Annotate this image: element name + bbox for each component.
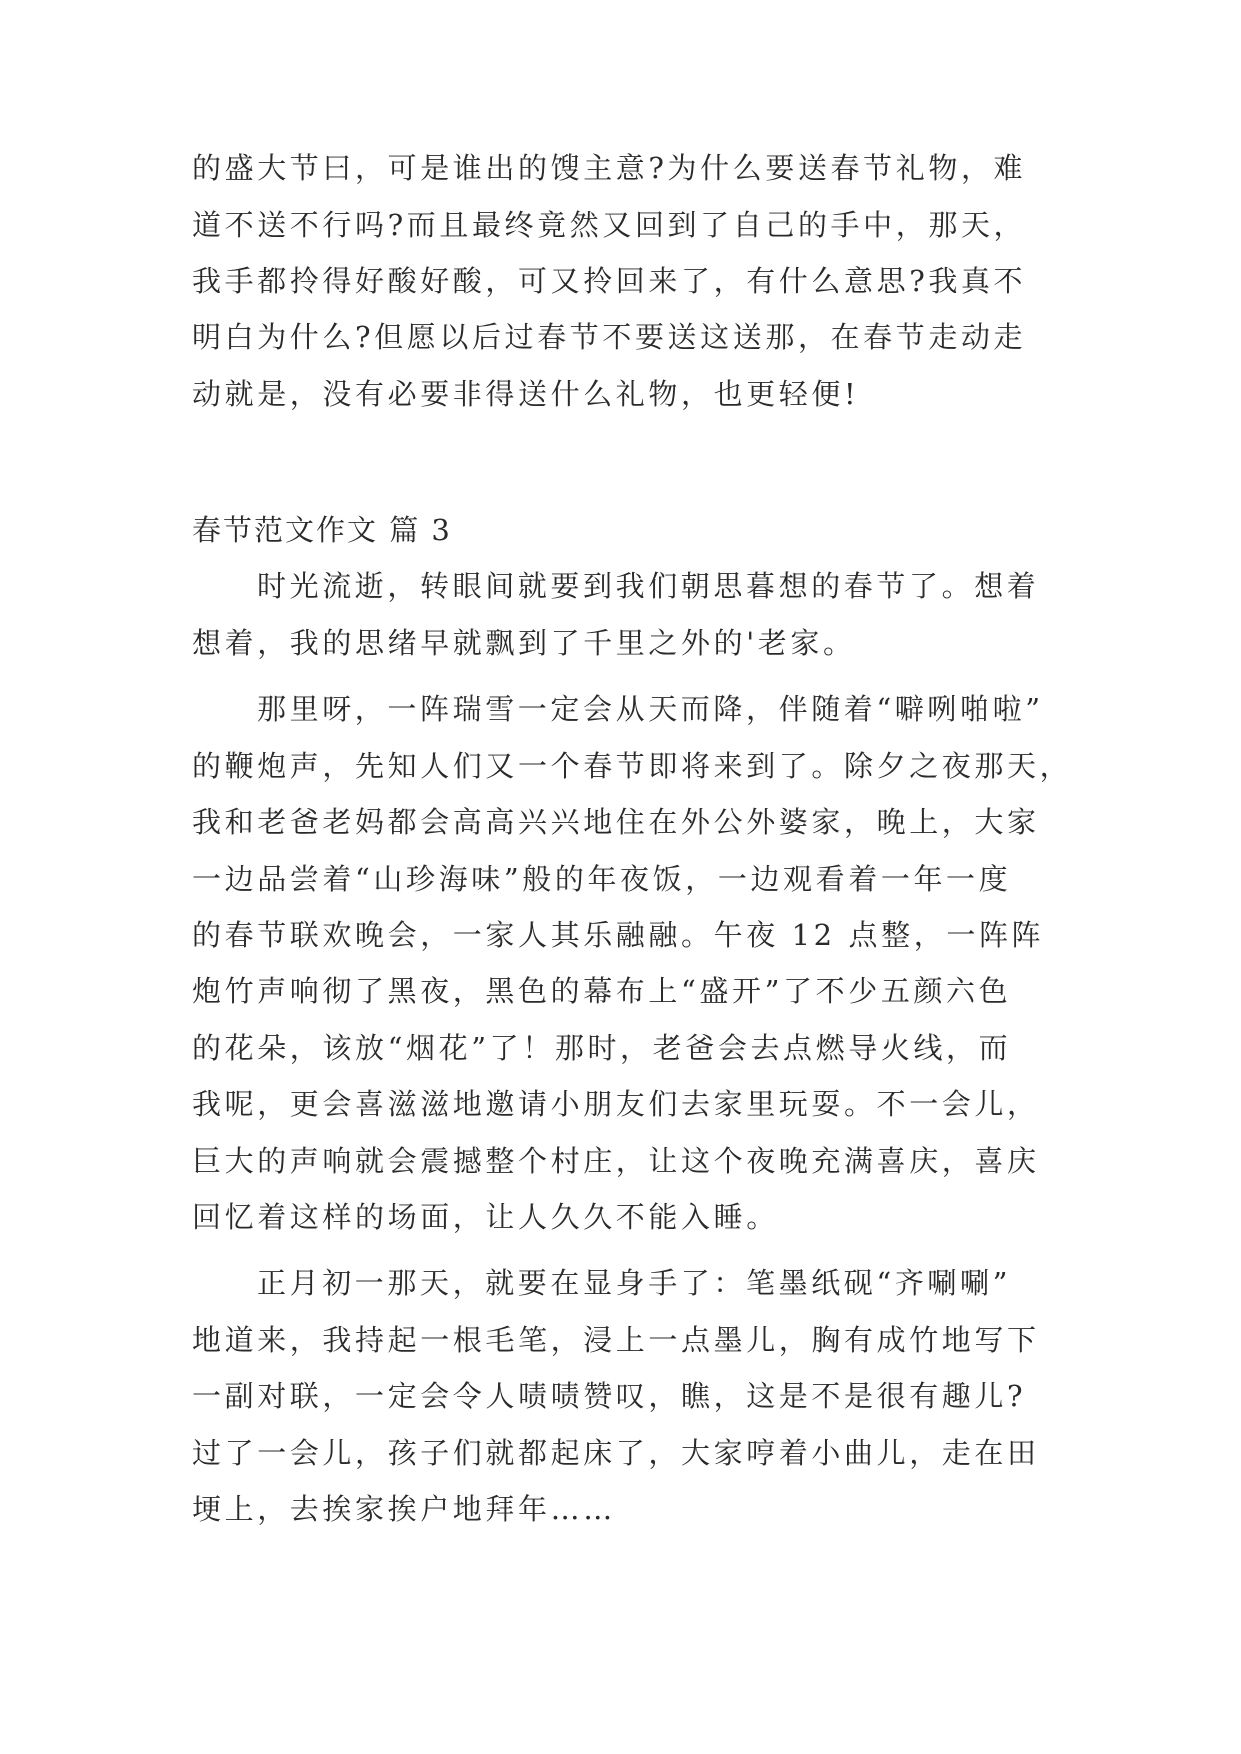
text-line: 过了一会儿，孩子们就都起床了，大家哼着小曲儿，走在田 bbox=[192, 1436, 1040, 1470]
text-line: 我手都拎得好酸好酸，可又拎回来了，有什么意思?我真不 bbox=[192, 264, 1027, 298]
text-line: 的春节联欢晚会，一家人其乐融融。午夜 12 点整，一阵阵 bbox=[192, 918, 1045, 952]
text-line: 一副对联，一定会令人啧啧赞叹，瞧，这是不是很有趣儿? bbox=[192, 1379, 1027, 1413]
text-line: 巨大的声响就会震撼整个村庄，让这个夜晚充满喜庆，喜庆 bbox=[192, 1144, 1040, 1178]
text-line: 埂上，去挨家挨户地拜年…… bbox=[192, 1492, 616, 1526]
text-line: 的鞭炮声，先知人们又一个春节即将来到了。除夕之夜那天， bbox=[192, 749, 1073, 783]
text-line: 的花朵，该放“烟花”了！那时，老爸会去点燃导火线，而 bbox=[192, 1031, 1012, 1065]
text-line: 我呢，更会喜滋滋地邀请小朋友们去家里玩耍。不一会儿， bbox=[192, 1087, 1040, 1121]
text-line: 炮竹声响彻了黑夜，黑色的幕布上“盛开”了不少五颜六色 bbox=[192, 974, 1012, 1008]
section-title: 春节范文作文 篇 3 bbox=[192, 513, 452, 547]
text-line: 明白为什么?但愿以后过春节不要送这送那，在春节走动走 bbox=[192, 320, 1027, 354]
text-line: 的盛大节曰，可是谁出的馊主意?为什么要送春节礼物，难 bbox=[192, 151, 1027, 185]
text-line: 地道来，我持起一根毛笔，浸上一点墨儿，胸有成竹地写下 bbox=[192, 1323, 1040, 1357]
text-line: 想着，我的思绪早就飘到了千里之外的'老家。 bbox=[192, 626, 856, 660]
text-line: 正月初一那天，就要在显身手了：笔墨纸砚“齐唰唰” bbox=[257, 1266, 1012, 1300]
text-line: 我和老爸老妈都会高高兴兴地住在外公外婆家，晚上，大家 bbox=[192, 805, 1040, 839]
text-line: 动就是，没有必要非得送什么礼物，也更轻便! bbox=[192, 377, 860, 411]
text-line: 时光流逝，转眼间就要到我们朝思暮想的春节了。想着 bbox=[257, 569, 1040, 603]
text-line: 那里呀，一阵瑞雪一定会从天而降，伴随着“噼咧啪啦” bbox=[257, 692, 1044, 726]
text-line: 一边品尝着“山珍海味”般的年夜饭，一边观看着一年一度 bbox=[192, 862, 1012, 896]
text-line: 道不送不行吗?而且最终竟然又回到了自己的手中，那天， bbox=[192, 208, 1027, 242]
text-line: 回忆着这样的场面，让人久久不能入睡。 bbox=[192, 1200, 779, 1234]
